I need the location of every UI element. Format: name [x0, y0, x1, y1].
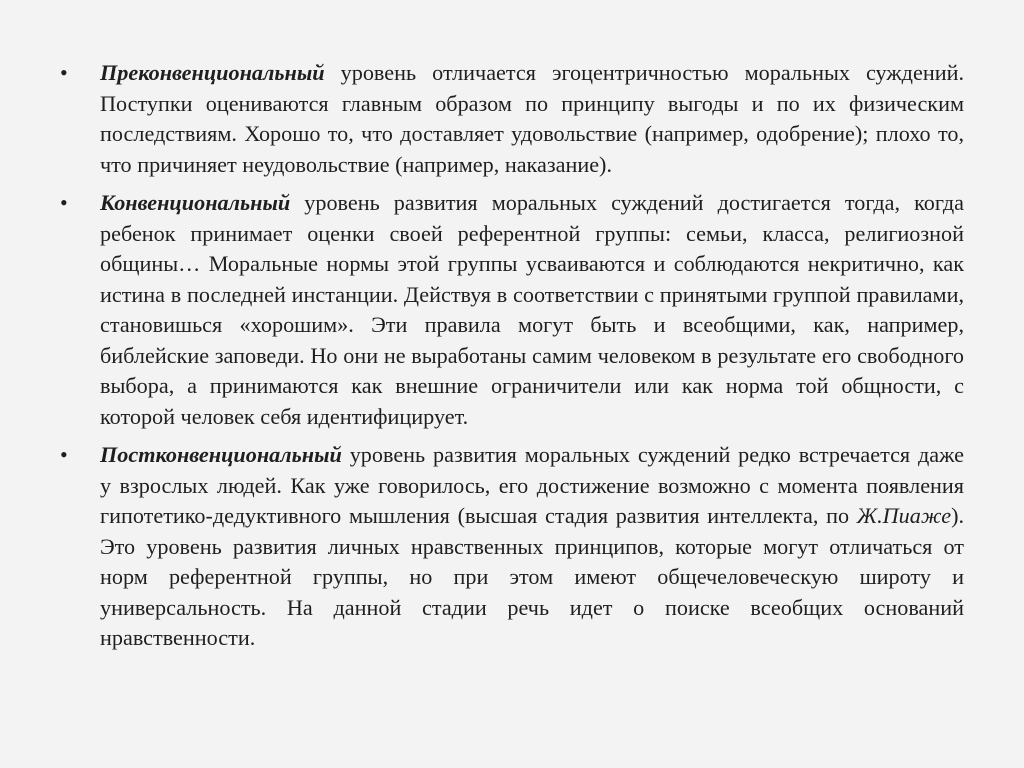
description-postconventional-part1: уровень развития моральных суждений редко встречается даже у взрослых людей. Как уже говорилось, его достижение возможно с момента появления гипотетико-дедуктивного мышления (высшая стадия развития интеллекта, по: [100, 442, 964, 528]
description-conventional: уровень развития моральных суждений достигается тогда, когда ребенок принимает оценки своей референтной группы: семьи, класса, религиозной общины… Моральные нормы этой группы усваиваются и соблюдаются некритично, как истина в последней инстанции. Действуя в соответствии с принятыми группой правилами, становишься «хорошим». Эти правила могут быть и всеобщими, как, например, библейские заповеди. Но они не выработаны самим человеком в результате его свободного выбора, а принимаются как внешние ограничители или как норма той общности, с которой человек себя идентифицирует.: [100, 190, 964, 429]
paragraph-conventional: [100, 188, 964, 432]
term-conventional: Конвенциональный: [100, 190, 291, 215]
term-postconventional: Постконвенциональный: [100, 442, 342, 467]
paragraph-postconventional: [100, 440, 964, 654]
list-item-postconventional: [60, 440, 964, 654]
list-item-preconventional: [60, 58, 964, 180]
bullet-icon: •: [60, 190, 68, 215]
description-preconventional: уровень отличается эгоцентричностью моральных суждений. Поступки оцениваются главным образом по принципу выгоды и по их физическим последствиям. Хорошо то, что доставляет удовольствие (например, одобрение); плохо то, что причиняет неудовольствие (например, наказание).: [100, 60, 964, 177]
list-item-conventional: [60, 188, 964, 432]
term-preconventional: Преконвенциональный: [100, 60, 325, 85]
bullet-icon: •: [60, 442, 68, 467]
author-name: Ж.Пиаже: [856, 503, 952, 528]
paragraph-preconventional: [100, 58, 964, 180]
bullet-icon: •: [60, 60, 68, 85]
description-postconventional-part2: ). Это уровень развития личных нравственных принципов, которые могут отличаться от норм референтной группы, но при этом имеют общечеловеческую широту и универсальность. На данной стадии речь идет о поиске всеобщих оснований нравственности.: [100, 503, 964, 650]
bullet-list: [60, 58, 964, 654]
